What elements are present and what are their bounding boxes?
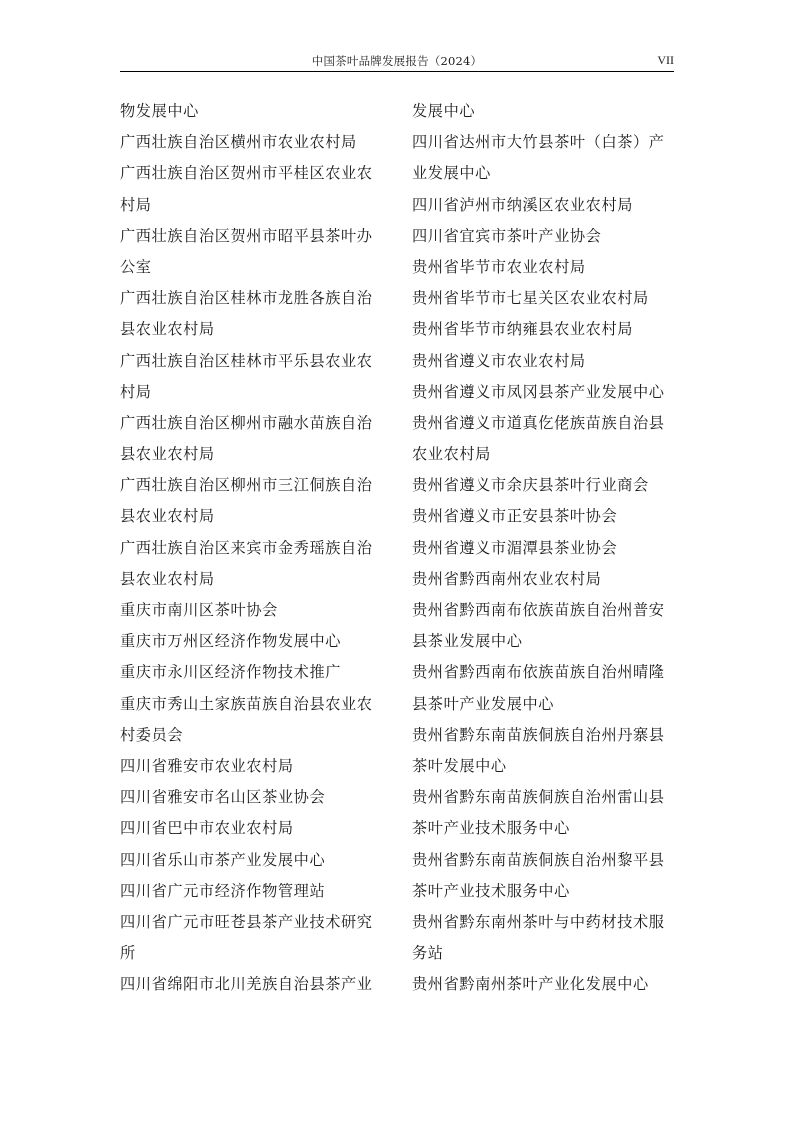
right-column [412,96,678,1000]
header-title: 中国茶叶品牌发展报告（2024） [311,54,483,68]
list-line: 广西壮族自治区贺州市昭平县茶叶办 [120,226,373,245]
list-line: 四川省达州市大竹县茶叶（白茶）产 [412,133,665,152]
list-line: 茶叶发展中心 [412,756,507,775]
list-line: 重庆市秀山土家族苗族自治县农业农 [120,694,373,713]
list-line: 四川省广元市经济作物管理站 [120,881,326,900]
list-line: 贵州省黔西南布依族苗族自治州晴隆 [412,663,665,682]
list-line: 业发展中心 [412,164,491,183]
page-number: VII [657,53,674,67]
list-line: 四川省广元市旺苍县茶产业技术研究 [120,912,373,931]
left-column [120,96,386,1000]
list-line: 广西壮族自治区柳州市三江侗族自治 [120,476,373,495]
list-line: 贵州省毕节市纳雍县农业农村局 [412,320,634,339]
list-line: 四川省乐山市茶产业发展中心 [120,850,326,869]
list-line: 重庆市万州区经济作物发展中心 [120,632,342,651]
list-line: 广西壮族自治区横州市农业农村局 [120,133,357,152]
list-line: 重庆市南川区茶叶协会 [120,601,278,619]
list-line: 广西壮族自治区桂林市平乐县农业农 [120,351,373,370]
list-line: 贵州省遵义市凤冈县茶产业发展中心 [412,382,665,401]
list-line: 广西壮族自治区来宾市金秀瑶族自治 [120,538,373,557]
list-line: 重庆市永川区经济作物技术推广 [120,663,342,682]
list-line: 四川省宜宾市茶叶产业协会 [412,226,602,245]
list-line: 茶叶产业技术服务中心 [412,819,570,838]
list-line: 县茶业发展中心 [412,632,523,651]
list-line: 贵州省遵义市道真仡佬族苗族自治县 [412,413,665,432]
list-line: 县农业农村局 [120,507,215,526]
list-line: 县农业农村局 [120,320,215,339]
list-line: 贵州省遵义市余庆县茶叶行业商会 [412,476,649,495]
list-line: 四川省巴中市农业农村局 [120,819,294,838]
list-line: 发展中心 [412,102,476,120]
page-header [120,50,674,72]
list-line: 农业农村局 [412,445,491,464]
list-line: 贵州省遵义市正安县茶叶协会 [412,507,618,526]
list-line: 贵州省黔东南苗族侗族自治州雷山县 [412,788,665,807]
list-line: 贵州省遵义市农业农村局 [412,351,586,370]
list-line: 贵州省黔南州茶叶产业化发展中心 [412,975,649,994]
list-line: 四川省雅安市农业农村局 [120,756,294,775]
list-line: 贵州省黔东南苗族侗族自治州黎平县 [412,850,665,869]
list-line: 村局 [120,382,152,401]
list-line: 贵州省黔西南布依族苗族自治州普安 [412,601,665,619]
list-line: 村局 [120,195,152,214]
list-line: 贵州省遵义市湄潭县茶业协会 [412,538,618,557]
list-line: 贵州省黔东南州茶叶与中药材技术服 [412,912,665,931]
list-line: 公室 [120,257,152,276]
list-line: 四川省雅安市名山区茶业协会 [120,788,326,807]
list-line: 务站 [412,944,444,963]
list-line: 四川省泸州市纳溪区农业农村局 [412,195,634,214]
list-line: 贵州省毕节市农业农村局 [412,257,586,276]
list-line: 物发展中心 [120,102,199,120]
list-line: 县茶叶产业发展中心 [412,694,555,713]
list-line: 贵州省黔东南苗族侗族自治州丹寨县 [412,725,665,744]
list-line: 四川省绵阳市北川羌族自治县茶产业 [120,975,373,994]
list-line: 贵州省黔西南州农业农村局 [412,569,602,588]
list-line: 广西壮族自治区柳州市融水苗族自治 [120,413,373,432]
list-line: 所 [120,944,136,963]
list-line: 茶叶产业技术服务中心 [412,881,570,900]
list-line: 县农业农村局 [120,569,215,588]
list-line: 广西壮族自治区贺州市平桂区农业农 [120,164,373,183]
list-line: 村委员会 [120,725,184,744]
list-line: 贵州省毕节市七星关区农业农村局 [412,289,649,308]
list-line: 广西壮族自治区桂林市龙胜各族自治 [120,289,373,308]
list-line: 县农业农村局 [120,445,215,464]
